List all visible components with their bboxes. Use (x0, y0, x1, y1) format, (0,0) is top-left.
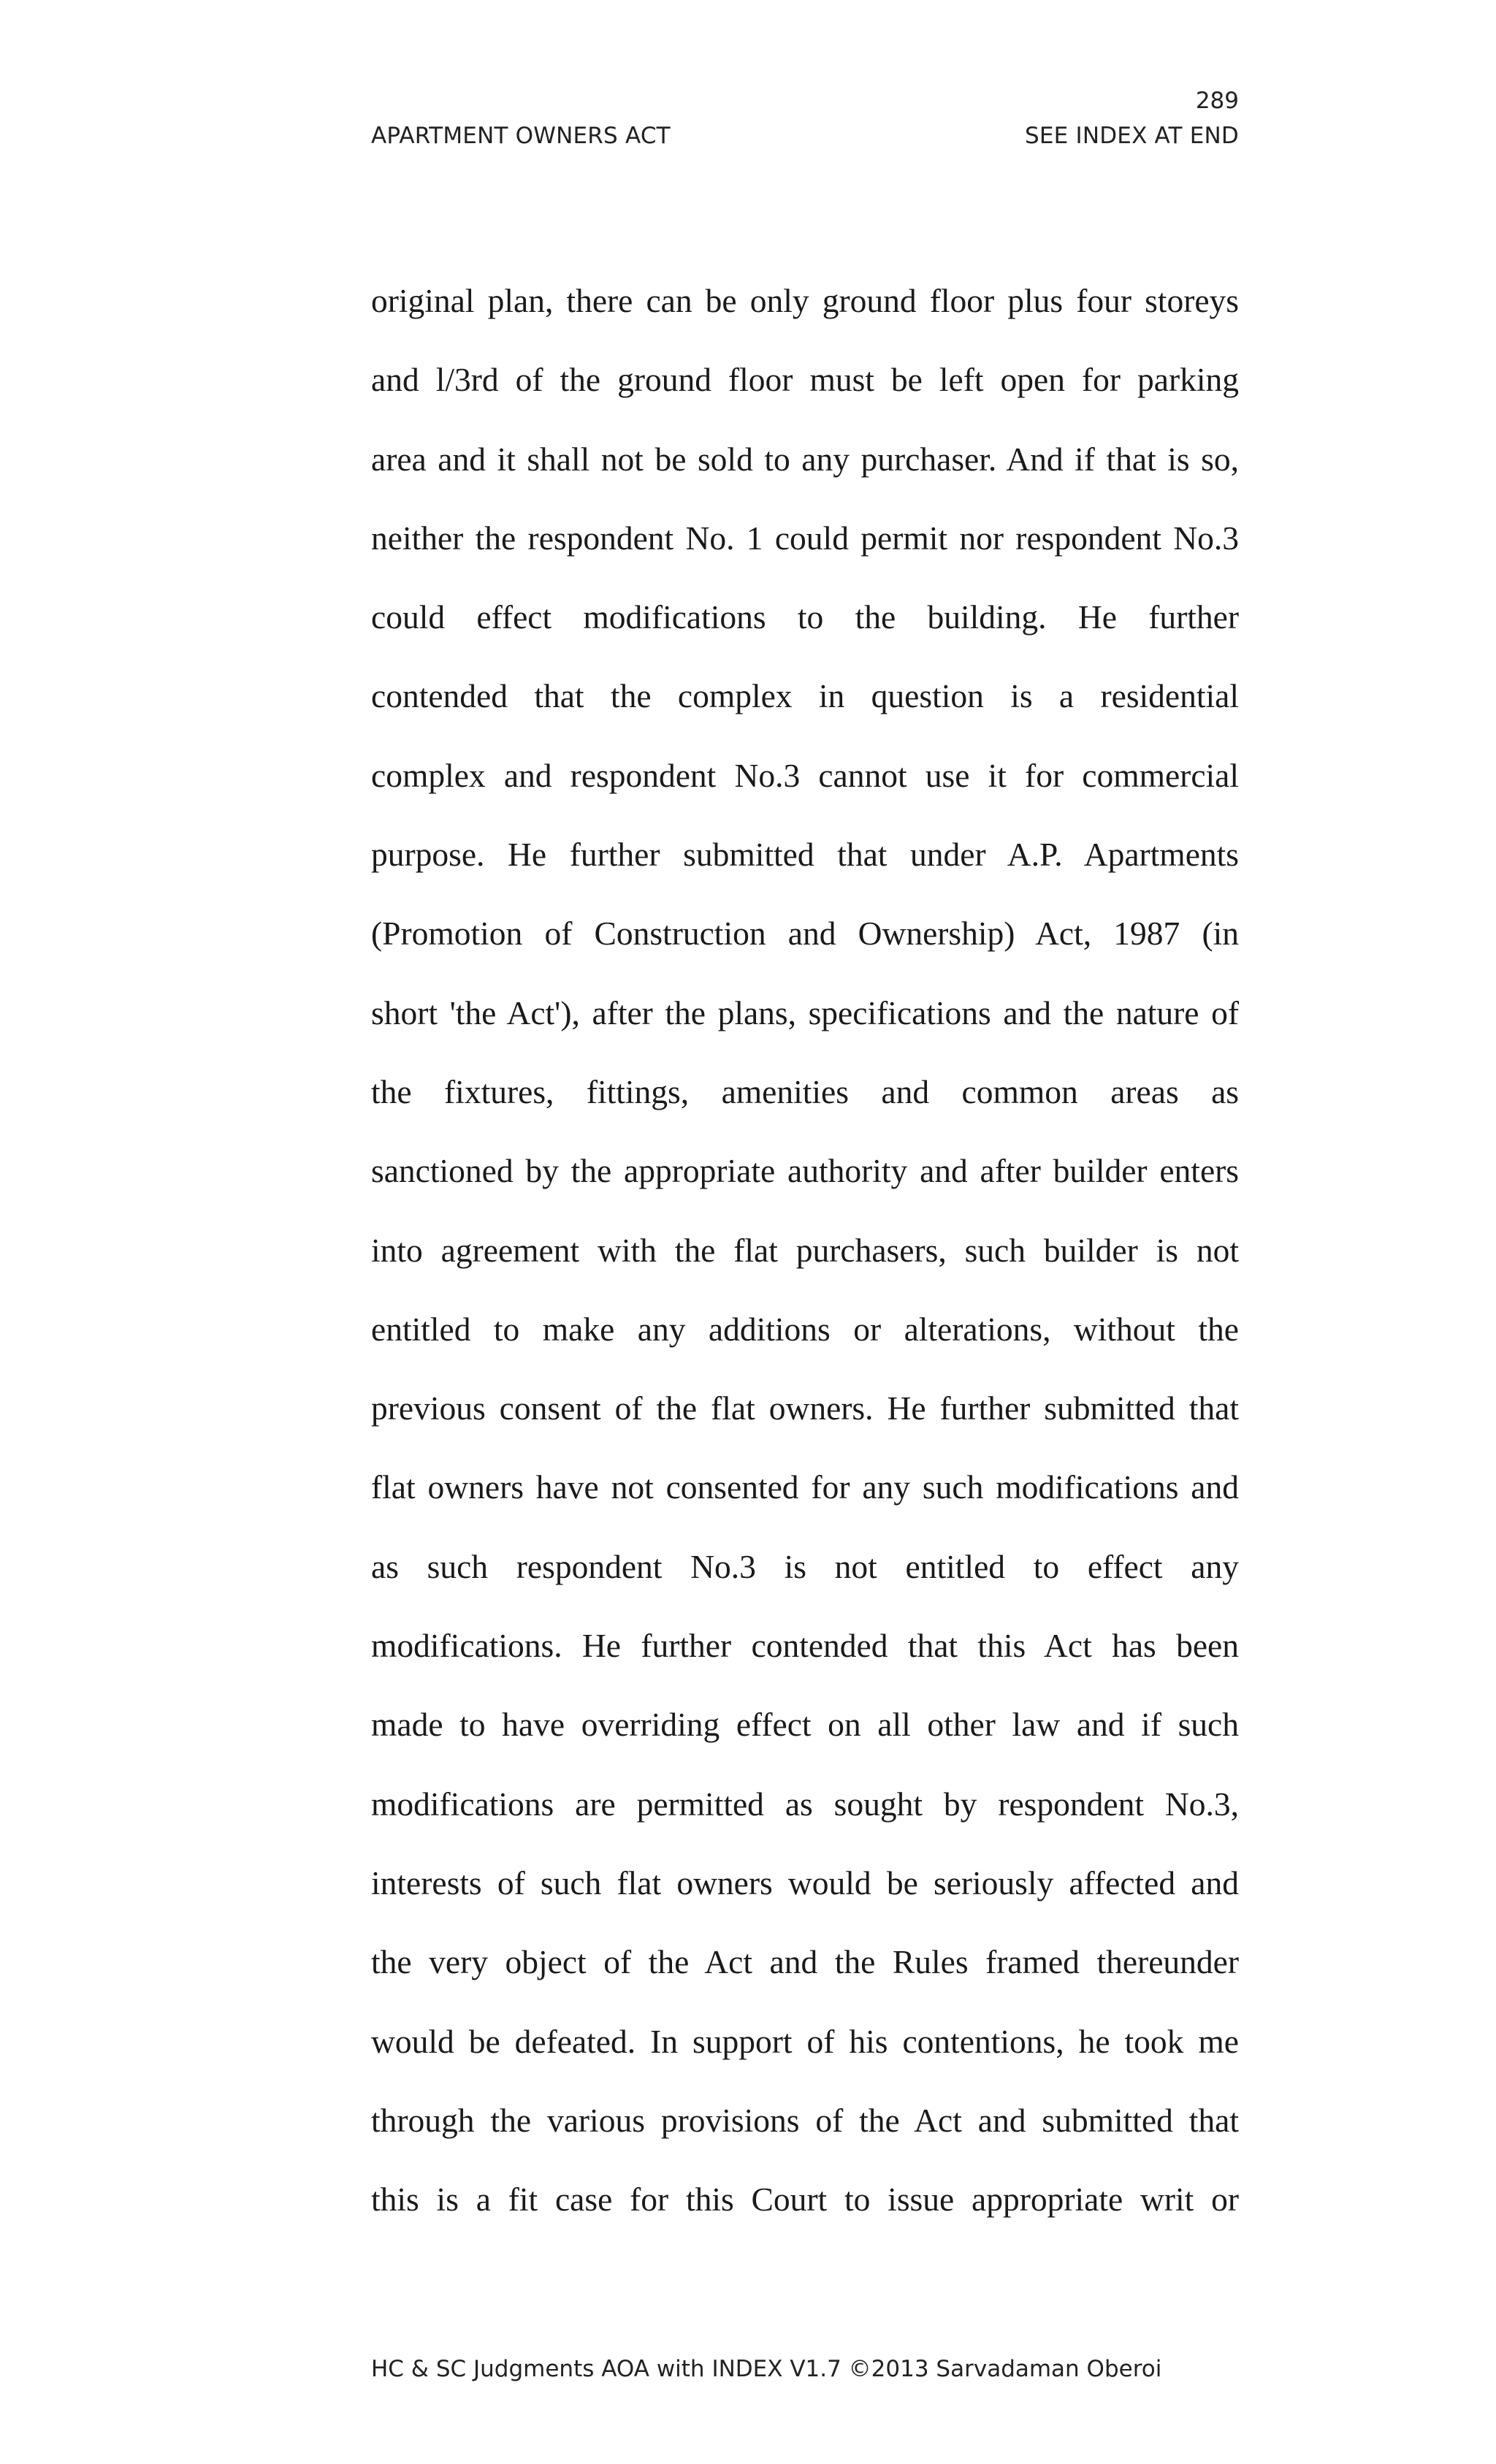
text-line: could effect modifications to the building. He further (371, 598, 1239, 636)
text-line: entitled to make any additions or alterations, without the (371, 1310, 1239, 1348)
text-line: short 'the Act'), after the plans, specifications and the nature of (371, 993, 1239, 1031)
text-line: the fixtures, fittings, amenities and common areas as (371, 1072, 1239, 1110)
text-line: into agreement with the flat purchasers, such builder is not (371, 1231, 1239, 1269)
text-line: flat owners have not consented for any such modifications and (371, 1468, 1239, 1506)
page-footer: HC & SC Judgments AOA with INDEX V1.7 ©2013 Sarvadaman Oberoi (371, 2356, 1162, 2382)
page-number: 289 (1195, 88, 1239, 114)
text-line: this is a fit case for this Court to issue appropriate writ or (371, 2181, 1239, 2219)
text-line: area and it shall not be sold to any purchaser. And if that is so, (371, 440, 1239, 478)
text-line: modifications. He further contended that this Act has been (371, 1627, 1239, 1665)
text-line: and l/3rd of the ground floor must be left open for parking (371, 361, 1239, 399)
text-line: contended that the complex in question is a residential (371, 677, 1239, 715)
text-line: (Promotion of Construction and Ownership) Act, 1987 (in (371, 915, 1239, 953)
header-title: APARTMENT OWNERS ACT (371, 123, 671, 149)
text-line: neither the respondent No. 1 could permit nor respondent No.3 (371, 519, 1239, 557)
text-line: as such respondent No.3 is not entitled to effect any (371, 1547, 1239, 1585)
text-line: would be defeated. In support of his contentions, he took me (371, 2022, 1239, 2060)
text-line: previous consent of the flat owners. He further submitted that (371, 1389, 1239, 1427)
text-line: the very object of the Act and the Rules framed thereunder (371, 1943, 1239, 1981)
text-line: made to have overriding effect on all other law and if such (371, 1706, 1239, 1744)
text-line: sanctioned by the appropriate authority and after builder enters (371, 1152, 1239, 1190)
text-line: purpose. He further submitted that under A.P. Apartments (371, 836, 1239, 874)
header-index-note: SEE INDEX AT END (1024, 123, 1239, 149)
judgment-body-text (371, 262, 1239, 2239)
text-line: interests of such flat owners would be seriously affected and (371, 1864, 1239, 1902)
text-line: through the various provisions of the Act and submitted that (371, 2101, 1239, 2139)
text-line: modifications are permitted as sought by respondent No.3, (371, 1785, 1239, 1823)
running-header (371, 123, 1239, 149)
text-line: original plan, there can be only ground floor plus four storeys (371, 282, 1239, 319)
text-line: complex and respondent No.3 cannot use it for commercial (371, 756, 1239, 794)
